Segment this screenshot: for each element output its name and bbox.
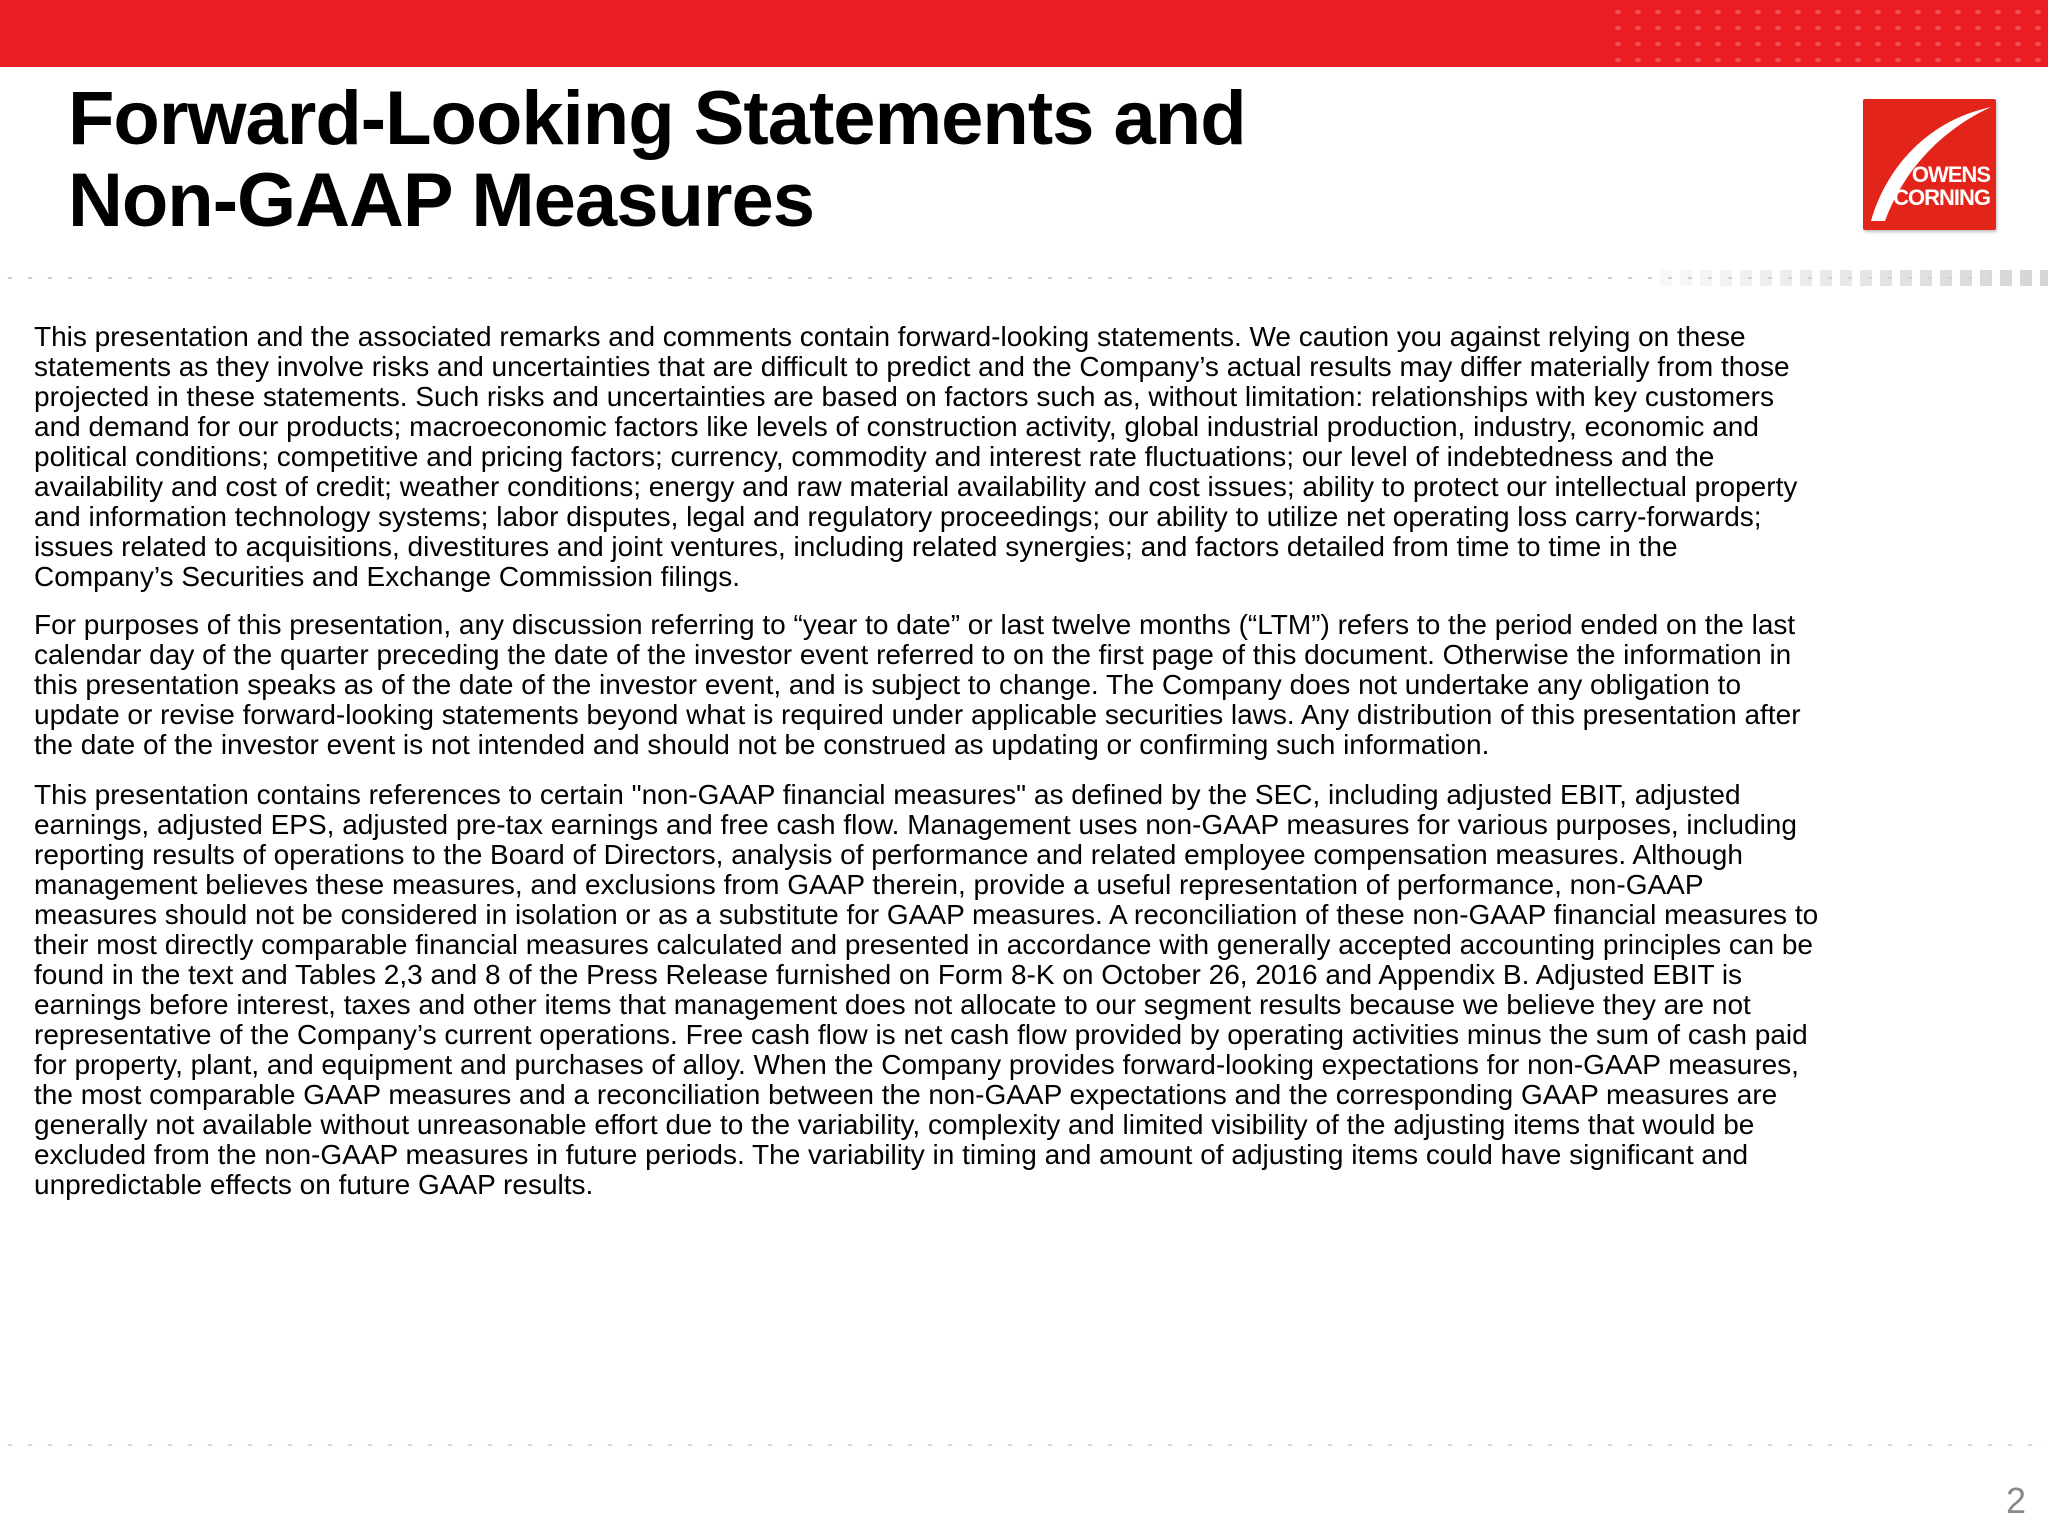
paragraph-line: the date of the investor event is not intended and should not be construed as updating or confirming such information. — [34, 729, 1490, 760]
paragraph-line: availability and cost of credit; weather conditions; energy and raw material availability and cost issues; ability to protect our intellectual property — [34, 471, 1798, 502]
paragraph-line: unpredictable effects on future GAAP results. — [34, 1169, 594, 1200]
page-number: 2 — [2005, 1480, 2026, 1521]
logo-text-corning: CORNING — [1893, 185, 1990, 210]
paragraph-line: the most comparable GAAP measures and a reconciliation between the non-GAAP expectations and the corresponding GAAP measures are — [34, 1079, 1778, 1110]
paragraph-line: This presentation and the associated remarks and comments contain forward-looking statements. We caution you against relying on these — [34, 321, 1746, 352]
paragraph-line: This presentation contains references to certain "non-GAAP financial measures" as defined by the SEC, including adjusted EBIT, adjusted — [34, 779, 1741, 810]
paragraph-line: political conditions; competitive and pricing factors; currency, commodity and interest rate fluctuations; our level of indebtedness and the — [34, 441, 1715, 472]
paragraph-line: issues related to acquisitions, divestitures and joint ventures, including related synergies; and factors detailed from time to time in the — [34, 531, 1678, 562]
slide-title — [68, 78, 1246, 242]
paragraph-line: Company’s Securities and Exchange Commission filings. — [34, 561, 741, 592]
non-gaap-paragraph — [34, 780, 2034, 1200]
paragraph-line: For purposes of this presentation, any discussion referring to “year to date” or last twelve months (“LTM”) refers to the period ended on the last — [34, 609, 1796, 640]
paragraph-line: found in the text and Tables 2,3 and 8 of the Press Release furnished on Form 8-K on October 26, 2016 and Appendix B. Adjusted EBIT is — [34, 959, 1743, 990]
owens-corning-logo — [1863, 99, 1996, 230]
paragraph-line: measures should not be considered in isolation or as a substitute for GAAP measures. A reconciliation of these non-GAAP financial measures to — [34, 899, 1819, 930]
slide-title-line-2: Non-GAAP Measures — [68, 158, 815, 243]
paragraph-line: and demand for our products; macroeconomic factors like levels of construction activity, global industrial production, industry, economic and — [34, 411, 1759, 442]
logo-wordmark — [1893, 163, 1990, 209]
paragraph-line: earnings, adjusted EPS, adjusted pre-tax earnings and free cash flow. Management uses non-GAAP measures for various purposes, including — [34, 809, 1797, 840]
paragraph-line: reporting results of operations to the Board of Directors, analysis of performance and related employee compensation measures. Although — [34, 839, 1743, 870]
paragraph-line: generally not available without unreasonable effort due to the variability, complexity and limited visibility of the adjusting items that would be — [34, 1109, 1755, 1140]
paragraph-line: projected in these statements. Such risks and uncertainties are based on factors such as, without limitation: relationships with key customers — [34, 381, 1774, 412]
logo-text-owens: OWENS — [1911, 162, 1990, 187]
slide-title-line-1: Forward-Looking Statements and — [68, 76, 1246, 161]
ltm-definition-paragraph — [34, 610, 2034, 760]
paragraph-line: and information technology systems; labor disputes, legal and regulatory proceedings; our ability to utilize net operating loss carry-forwards; — [34, 501, 1762, 532]
paragraph-line: representative of the Company’s current operations. Free cash flow is net cash flow provided by operating activities minus the sum of cash paid — [34, 1019, 1808, 1050]
paragraph-line: this presentation speaks as of the date of the investor event, and is subject to change. The Company does not undertake any obligation to — [34, 669, 1742, 700]
banner-dot-pattern — [1608, 0, 2048, 67]
paragraph-line: their most directly comparable financial measures calculated and presented in accordance with generally accepted accounting principles can be — [34, 929, 1813, 960]
paragraph-line: calendar day of the quarter preceding the date of the investor event referred to on the first page of this document. Otherwise the information in — [34, 639, 1792, 670]
paragraph-line: excluded from the non-GAAP measures in future periods. The variability in timing and amount of adjusting items could have significant and — [34, 1139, 1749, 1170]
top-banner-bar — [0, 0, 2048, 67]
paragraph-line: update or revise forward-looking statements beyond what is required under applicable securities laws. Any distribution of this presentation after — [34, 699, 1801, 730]
footer-divider — [0, 1441, 2048, 1449]
paragraph-line: earnings before interest, taxes and other items that management does not allocate to our segment results because we believe they are not — [34, 989, 1751, 1020]
paragraph-line: statements as they involve risks and uncertainties that are difficult to predict and the Company’s actual results may differ materially from those — [34, 351, 1790, 382]
paragraph-line: for property, plant, and equipment and purchases of alloy. When the Company provides forward-looking expectations for non-GAAP measures, — [34, 1049, 1799, 1080]
paragraph-line: management believes these measures, and exclusions from GAAP therein, provide a useful representation of performance, non-GAAP — [34, 869, 1704, 900]
slide-body — [34, 322, 2034, 1200]
title-divider-squares — [1660, 270, 2048, 286]
forward-looking-paragraph — [34, 322, 2034, 592]
